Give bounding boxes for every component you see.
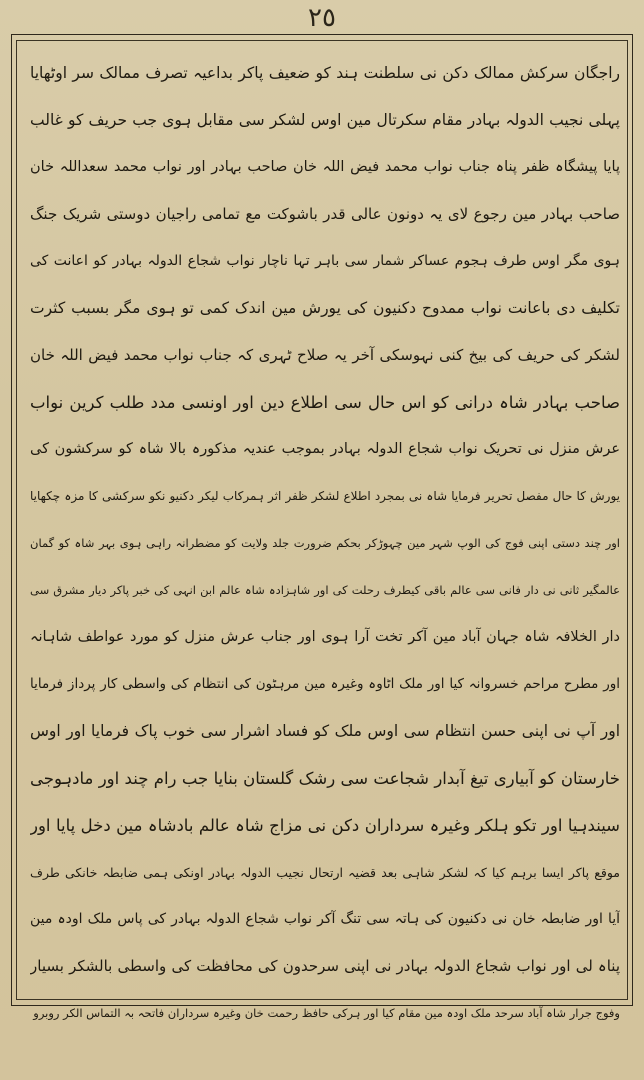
text-line: اور چند دستی اپنی فوج کی الوپ شہر مین چہوڑکر بحکم ضرورت جلد ولایت کو مضطرانہ راہی ہوی بہر شاہ کو گمان xyxy=(30,536,620,550)
text-line: صاحب بہادر مین رجوع لای یہ دونون عالی قدر باشوکت مع تمامی راجیان دوستی شریک جنگ xyxy=(30,205,620,223)
text-line: موقع پاکر ایسا برہم کیا کہ لشکر شاہی بعد قضیہ ارتحال نجیب الدولہ بہادر اونکی ہمی ضابطہ خانکی طرف xyxy=(30,865,620,880)
text-line: صاحب بہادر شاہ درانی کو اس حال سی اطلاع دین اور اونسی مدد طلب کرین نواب xyxy=(30,393,620,412)
text-line: پناہ لی اور نواب شجاع الدولہ بہادر نی اپنی سرحدون کی محافظت کی واسطی بالشکر بسیار xyxy=(30,957,620,975)
text-line: اور مطرح مراحم خسروانہ کیا اور ملک اٹاوہ وغیرہ مین مرہٹون کی انتظام کی واسطی کار پرداز فرمایا xyxy=(30,676,620,692)
text-line: پہلی نجیب الدولہ بہادر مقام سکرتال مین اوس لشکر سی مقابل ہوی جب حریف کو غالب xyxy=(30,111,620,129)
text-line: آیا اور ضابطہ خان نی دکنیون کی ہاتہ سی تنگ آکر نواب شجاع الدولہ بہادر کی پاس ملک اودہ مین xyxy=(30,911,620,927)
text-line: پایا پیشگاہ ظفر پناہ جناب نواب محمد فیض اللہ خان صاحب بہادر اور نواب محمد سعداللہ خان xyxy=(30,159,620,175)
text-line: دار الخلافہ شاہ جہان آباد مین آکر تخت آرا ہوی اور جناب عرش منزل کو مورد عواطف شاہانہ xyxy=(30,629,620,645)
text-line: وفوج جرار شاہ آباد سرحد ملک اودہ مین مقام کیا اور ہرکی حافظ رحمت خان وغیرہ سرداران فاتحہ بہ التماس الکر روبرو xyxy=(33,1006,620,1020)
text-line: عرش منزل نی تحریک نواب شجاع الدولہ بہادر بموجب عندیہ مذکورہ بالا شاہ کو سرکشون کی xyxy=(30,441,620,457)
text-line: راجگان سرکش ممالک دکن نی سلطنت ہند کو ضعیف پاکر بداعیہ تصرف ممالک سر اوٹھایا xyxy=(30,64,620,82)
body-text xyxy=(30,50,620,1020)
page-number: ٢٥ xyxy=(308,3,336,33)
text-line: عالمگیر ثانی نی دار فانی سی عالم باقی کیطرف رحلت کی اور شاہزادہ شاہ عالم ابن انہی کی خبر پاکر دیار مشرق سی xyxy=(30,583,620,597)
text-line: سیندہیا اور تکو ہلکر وغیرہ سرداران دکن نی مزاج شاہ عالم بادشاہ مین دخل پایا اور xyxy=(30,816,620,835)
text-line: ہوی مگر اوس طرف ہجوم عساکر شمار سی باہر تہا ناچار نواب شجاع الدولہ بہادر کو اعانت کی xyxy=(30,253,620,269)
text-line: تکلیف دی باعانت نواب ممدوح دکنیون کی یورش مین اندک کمی تو ہوی مگر بسبب کثرت xyxy=(30,299,620,317)
text-line: یورش کا حال مفصل تحریر فرمایا شاہ نی بمجرد اطلاع لشکر ظفر اثر ہمرکاب لیکر دکنیو نکو سرکشی کا مزہ چکھایا xyxy=(30,489,620,503)
text-line: اور آپ نی اپنی حسن انتظام سی اوس ملک کو فساد اشرار سی خوب پاک فرمایا اور اوس xyxy=(30,722,620,740)
text-line: خارستان کو آبیاری تیغ آبدار شجاعت سی رشک گلستان بنایا جب رام چند اور مادہوجی xyxy=(30,769,620,788)
text-line: لشکر کی حریف کی بیخ کنی نہوسکی آخر یہ صلاح ٹہری کہ جناب نواب محمد فیض اللہ خان xyxy=(30,346,620,364)
